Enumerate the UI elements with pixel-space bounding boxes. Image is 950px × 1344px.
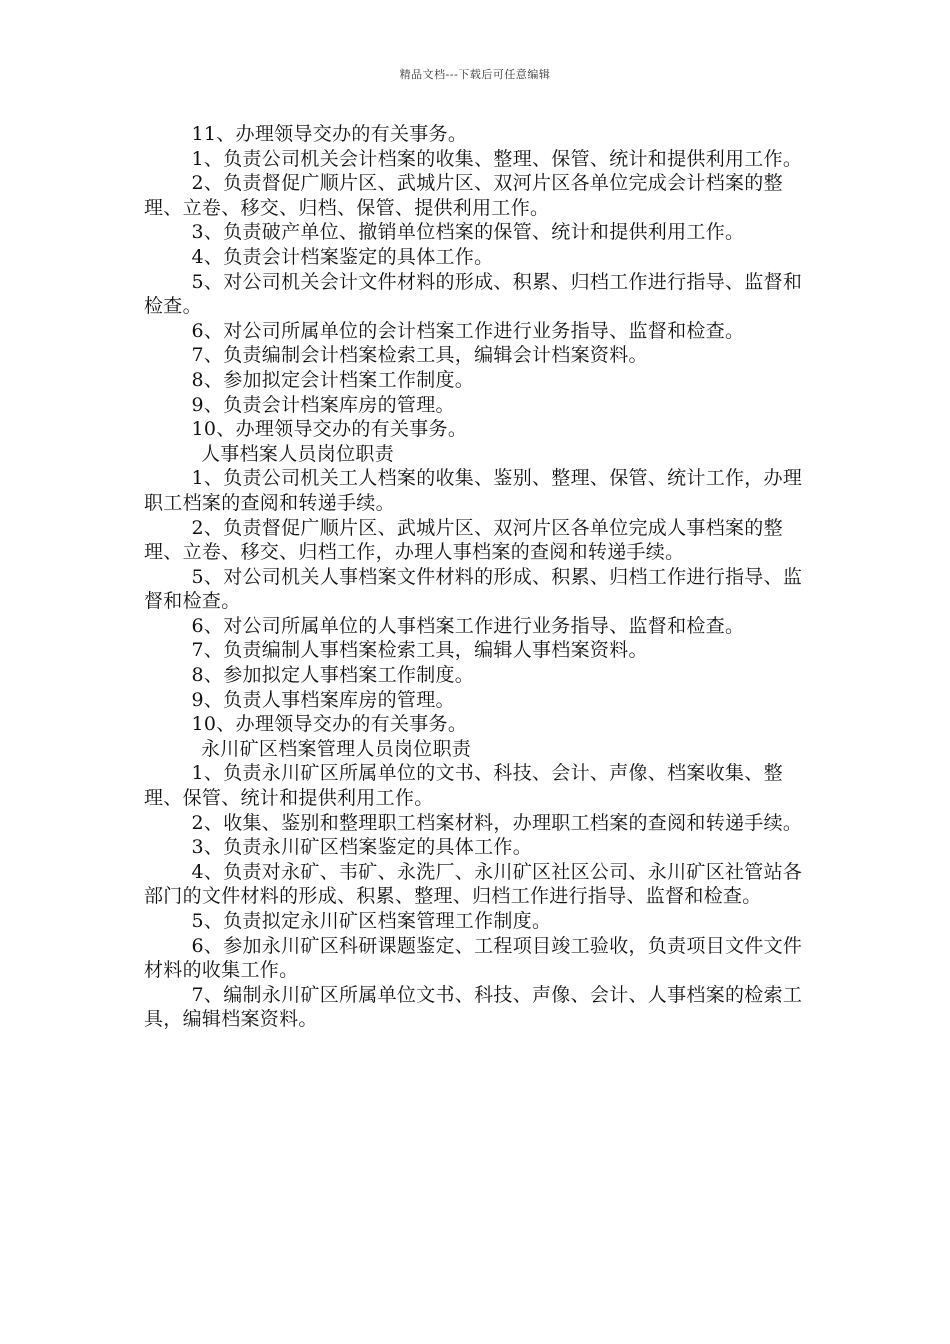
paragraph: 2、负责督促广顺片区、武城片区、双河片区各单位完成会计档案的整理、立卷、移交、归档、保管、提供利用工作。: [144, 172, 783, 219]
paragraph: 5、对公司机关会计文件材料的形成、积累、归档工作进行指导、监督和检查。: [144, 270, 803, 318]
paragraph: 9、负责人事档案库房的管理。: [191, 688, 455, 711]
paragraph: 5、负责拟定永川矿区档案管理工作制度。: [191, 910, 552, 932]
page-header: 精品文档---下载后可任意编辑: [399, 68, 551, 81]
paragraph: 8、参加拟定会计档案工作制度。: [191, 368, 475, 391]
paragraph: 6、对公司所属单位的会计档案工作进行业务指导、监督和检查。: [191, 319, 745, 342]
paragraph: 4、负责对永矿、韦矿、永洗厂、永川矿区社区公司、永川矿区社管站各部门的文件材料的形成、积累、整理、归档工作进行指导、监督和检查。: [144, 860, 803, 908]
paragraph: 8、参加拟定人事档案工作制度。: [191, 664, 475, 687]
paragraph: 10、办理领导交办的有关事务。: [191, 713, 468, 736]
paragraph: 6、参加永川矿区科研课题鉴定、工程项目竣工验收，负责项目文件文件材料的收集工作。: [144, 934, 803, 982]
paragraph: 3、负责破产单位、撤销单位档案的保管、统计和提供利用工作。: [191, 221, 745, 244]
paragraph: 2、收集、鉴别和整理职工档案材料，办理职工档案的查阅和转递手续。: [191, 811, 803, 834]
section-heading: 人事档案人员岗位职责: [201, 442, 395, 465]
paragraph: 5、对公司机关人事档案文件材料的形成、积累、归档工作进行指导、监督和检查。: [144, 565, 803, 613]
paragraph: 7、编制永川矿区所属单位文书、科技、声像、会计、人事档案的检索工具，编辑档案资料。: [144, 983, 803, 1031]
paragraph: 6、对公司所属单位的人事档案工作进行业务指导、监督和检查。: [191, 614, 745, 637]
paragraph: 7、负责编制会计档案检索工具，编辑会计档案资料。: [191, 344, 648, 367]
paragraph: 2、负责督促广顺片区、武城片区、双河片区各单位完成人事档案的整理、立卷、移交、归档工作，办理人事档案的查阅和转递手续。: [144, 516, 783, 564]
document-body: [144, 122, 810, 1032]
paragraph: 11、办理领导交办的有关事务。: [191, 123, 468, 145]
section-heading: 永川矿区档案管理人员岗位职责: [201, 737, 472, 760]
paragraph: 1、负责公司机关工人档案的收集、鉴别、整理、保管、统计工作，办理职工档案的查阅和转递手续。: [144, 467, 803, 514]
paragraph: 9、负责会计档案库房的管理。: [191, 393, 455, 416]
paragraph: 1、负责永川矿区所属单位的文书、科技、会计、声像、档案收集、整理、保管、统计和提供利用工作。: [144, 762, 783, 810]
paragraph: 4、负责会计档案鉴定的具体工作。: [191, 245, 494, 268]
paragraph: 3、负责永川矿区档案鉴定的具体工作。: [191, 836, 532, 859]
paragraph: 10、办理领导交办的有关事务。: [191, 418, 468, 441]
paragraph: 1、负责公司机关会计档案的收集、整理、保管、统计和提供利用工作。: [191, 147, 803, 170]
paragraph: 7、负责编制人事档案检索工具，编辑人事档案资料。: [191, 639, 648, 662]
